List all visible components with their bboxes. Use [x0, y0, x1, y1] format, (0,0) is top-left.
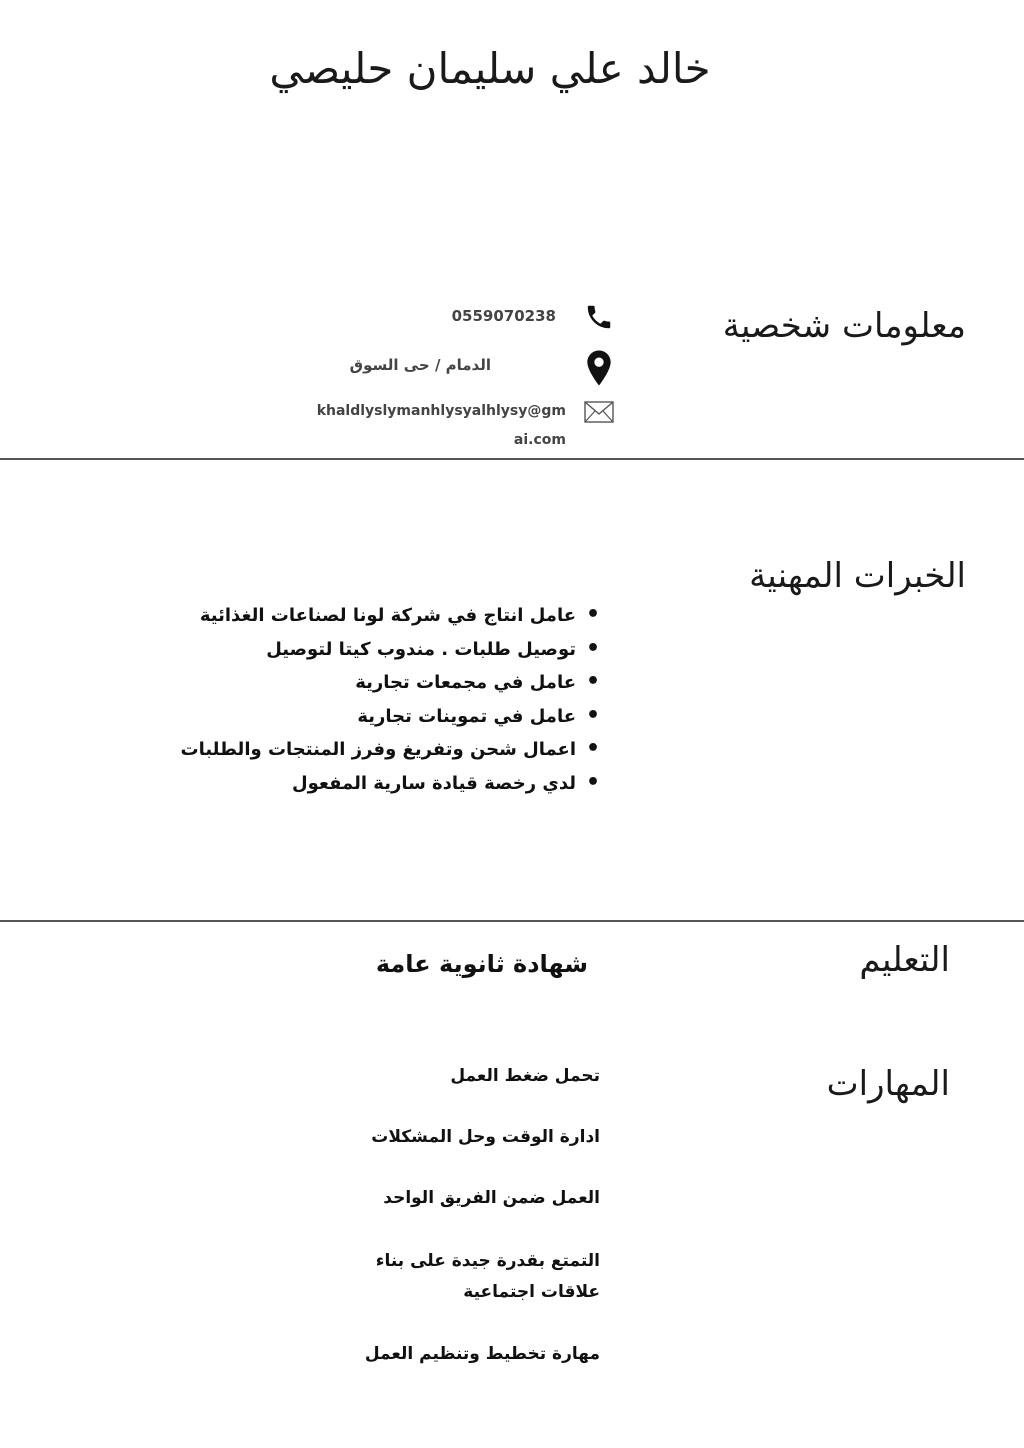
experience-item: • توصيل طلبات . مندوب كيتا لتوصيل [124, 632, 604, 666]
section-divider [0, 458, 1024, 460]
experience-item: • عامل في تموينات تجارية [124, 699, 604, 733]
experience-title: الخبرات المهنية [749, 556, 966, 596]
email-line-2[interactable]: ai.com [513, 432, 566, 448]
envelope-icon [584, 400, 614, 424]
experience-list [124, 598, 604, 800]
address: الدمام / حى السوق [349, 356, 491, 374]
phone-icon [584, 302, 614, 332]
skills-title: المهارات [826, 1064, 950, 1104]
email-line-1[interactable]: khaldlyslymanhlysyalhlysy@gm [316, 403, 566, 419]
applicant-name: خالد علي سليمان حليصي [269, 44, 711, 93]
skill-item: ادارة الوقت وحل المشكلات [371, 1127, 600, 1147]
experience-item: • عامل انتاج في شركة لونا لصناعات الغذائية [124, 598, 604, 632]
skill-item: التمتع بقدرة جيدة على بناء [375, 1251, 600, 1271]
skill-item: العمل ضمن الفريق الواحد [383, 1188, 600, 1208]
location-pin-icon [584, 350, 614, 386]
skill-item: تحمل ضغط العمل [450, 1066, 600, 1086]
personal-info-title: معلومات شخصية [722, 306, 966, 346]
education-title: التعليم [859, 940, 950, 980]
skill-item: علاقات اجتماعية [463, 1282, 600, 1302]
experience-item: • اعمال شحن وتفريغ وفرز المنتجات والطلبات [124, 732, 604, 766]
experience-item: • عامل في مجمعات تجارية [124, 665, 604, 699]
experience-item: • لدي رخصة قيادة سارية المفعول [124, 766, 604, 800]
section-divider [0, 920, 1024, 922]
skill-item: مهارة تخطيط وتنظيم العمل [364, 1344, 600, 1364]
education-degree: شهادة ثانوية عامة [375, 950, 588, 978]
phone-number: 0559070238 [451, 307, 556, 325]
